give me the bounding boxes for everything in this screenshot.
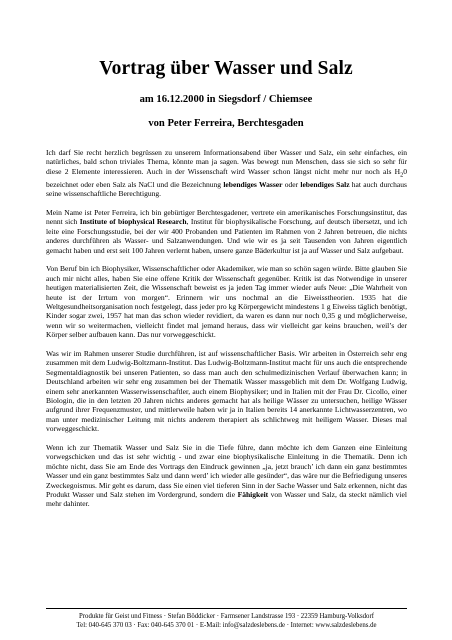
paragraph-5-text-b: von Wasser und Salz, da steckt nämlich viel mehr dahinter. [46,490,407,509]
h2o-subscript: 2 [400,171,404,179]
paragraph-1-text-c: oder [282,179,301,189]
paragraph-5-text-a: Wenn ich zur Thematik Wasser und Salz Sie in die Tiefe führe, dann möchte ich dem Ganzen eine Einleitung vorwegschicken und das ist sehr wichtig - und zwar eine biophysikalische Einleitung in die Thematik. Denn ich möchte nicht, dass Sie am Ende des Vortrags den Eindruck gewinnen „ja, jetzt brauch’ ich dann ein ganz bestimmtes Wasser und ein ganz bestimmtes Salz und dann werd’ ich wieder alle gesünder“, das wäre nur die Befriedigung unseres Zweckegoismus. Mir geht es darum, dass Sie einen viel tieferen Sinn in der Sache Wasser und Salz erkennen, nicht das Produkt Wasser und Salz stehen im Vordergrund, sondern die [46,443,407,500]
page-footer [46,612,407,630]
footer-divider [46,608,407,609]
paragraph-1 [46,148,407,199]
document-author: von Peter Ferreira, Berchtesgaden [148,118,304,129]
footer-line-2: Tel: 040-645 370 03 · Fax: 040-645 370 01 · E-Mail: info@salzdeslebens.de · Internet: www.salzdeslebens.de [76,622,377,629]
paragraph-1-text-d: hat auch durchaus seine wissenschaftliche Berechtigung. [46,179,407,199]
document-subtitle: am 16.12.2000 in Siegsdorf / Chiemsee [139,94,313,105]
paragraph-1-text-b: 0 bezeichnet oder eben Salz als NaCl und die Bezeichnung [46,166,407,189]
document-title: Vortrag über Wasser und Salz [99,58,353,79]
bold-lebendiges-wasser: lebendiges Wasser [223,179,283,189]
footer-line-1: Produkte für Geist und Fitness · Stefan Böddicker · Farmsener Landstrasse 193 · 22359 Hamburg-Volksdorf [79,613,374,620]
paragraph-2-text-a: Mein Name ist Peter Ferreira, ich bin gebürtiger Berchtesgadener, vertrete ein amerikanisches Forschungsinstitut, das nennt sich [46,207,407,227]
document-body [46,148,407,518]
paragraph-4: Was wir im Rahmen unserer Studie durchführen, ist auf wissenschaftlicher Basis. Wir arbeiten in Österreich sehr eng zusammen mit dem Ludwig-Boltzmann-Institut. Das Ludwig-Boltzmann-Institut macht für uns auch die entsprechende Segmentaldiagnostik bei unseren Patienten, so dass man auch den schulmedizinischen Verlauf überwachen kann; in Deutschland arbeiten wir sehr eng zusammen bei der Thematik Wasser massgeblich mit dem Dr. Wolfgang Ludwig, einem sehr anerkannten Wasserwissenschaftler, auch einem Biophysiker; und in Italien mit der Frau Dr. Cicollo, einer Biologin, die in den letzten 20 Jahren nichts anderes gemacht hat als heilige Wässer zu untersuchen, heilige Wässer aufgrund ihrer Frequenzmuster, und mittlerweile haben wir ja in Italien bereits 14 anerkannte Lichtwasserzentren, wo man unter medizinischer Leitung mit nichts anderem therapiert als schlichtweg mit heiligem Wasser. Dieses mal vorweggeschickt. [46,348,407,434]
paragraph-3: Von Beruf bin ich Biophysiker, Wissenschaftlicher oder Akademiker, wie man so schön sagen würde. Bitte glauben Sie auch mir nicht alles, haben Sie eine offene Kritik der Wissenschaft gegenüber. Kritik ist das Notwendige in unserer heutigen materialisierten Zeit, die Wissenschaft beweist es ja jeden Tag immer wieder aufs Neue: „Die Wahrheit von heute ist der Irrtum von morgen“. Erinnern wir uns nochmal an die Eiweisstheorien. 1935 hat die Weltgesundheitsorganisation noch festgelegt, dass jeder pro kg Körpergewicht mindestens 1 g Eiweiss täglich benötigt, Kinder sogar zwei, 1957 hat man das schon wieder revidiert, da waren es dann nur noch 0,35 g und möglicherweise, wenn wir so weitermachen, vielleicht findet mal jemand heraus, dass wir vielleicht gar keins brauchen, weil’s der Körper selber aufbauen kann. Das nur vorweggeschickt. [46,264,407,340]
paragraph-2 [46,208,407,255]
paragraph-1-text-a: Ich darf Sie recht herzlich begrüssen zu unserem Informationsabend über Wasser und Salz, ein sehr einfaches, ein natürliches, bald schon triviales Thema, könnte man ja sagen. Was bewegt nun Menschen, dass sie sich so sehr für diese 2 Elemente interessieren. Auch in der Wissenschaft wird Wasser schon längst nicht mehr nur noch als H [46,148,407,176]
bold-faehigkeit: Fähigkeit [237,490,269,500]
paragraph-2-text-b: , Institut für biophysikalische Forschung, auf deutsch übersetzt, und ich leite eine Forschungsstudie, bei der wir 400 Probanden und Patienten im Rahmen von 2 Jahren betreuen, die nichts anderes durchführen als Wasser- und Salzanwendungen. Und wie wir es ja seit Tausenden von Jahren eigentlich gemacht haben und erst seit 100 Jahren verlernt haben, unsere ganze Bäderkultur ist ja auf Wasser und Salz aufgebaut. [46,217,408,255]
paragraph-5 [46,443,407,509]
bold-institute-name: Institute of biophysical Research [79,217,187,227]
bold-lebendiges-salz: lebendiges Salz [300,179,350,189]
